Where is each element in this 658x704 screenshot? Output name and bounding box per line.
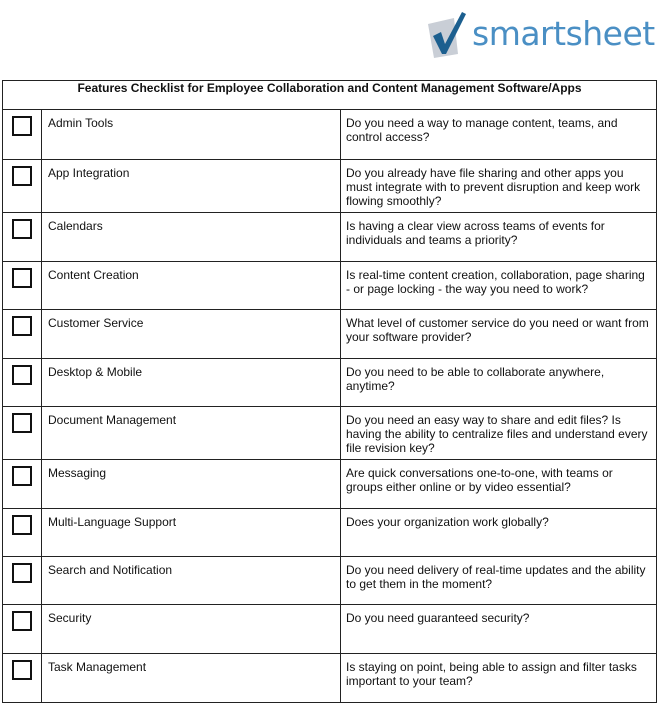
checkbox-cell	[3, 460, 42, 509]
smartsheet-logo	[424, 10, 656, 62]
feature-checkbox[interactable]	[12, 268, 32, 288]
checkbox-cell	[3, 654, 42, 703]
feature-name: Calendars	[42, 213, 341, 262]
feature-question: Is staying on point, being able to assign and filter tasks important to your team?	[341, 654, 657, 703]
table-row	[3, 407, 657, 460]
feature-checkbox[interactable]	[12, 316, 32, 336]
feature-question: Do you need to be able to collaborate anywhere, anytime?	[341, 359, 657, 407]
feature-checkbox[interactable]	[12, 611, 32, 631]
feature-name: App Integration	[42, 160, 341, 213]
table-row	[3, 557, 657, 605]
feature-checkbox[interactable]	[12, 116, 32, 136]
checkbox-cell	[3, 605, 42, 654]
feature-question: Do you need a way to manage content, teams, and control access?	[341, 110, 657, 160]
checkbox-cell	[3, 160, 42, 213]
table-row	[3, 213, 657, 262]
feature-name: Content Creation	[42, 262, 341, 310]
feature-question: Are quick conversations one-to-one, with teams or groups either online or by video essential?	[341, 460, 657, 509]
feature-name: Task Management	[42, 654, 341, 703]
feature-name: Desktop & Mobile	[42, 359, 341, 407]
checkbox-cell	[3, 557, 42, 605]
feature-checkbox[interactable]	[12, 166, 32, 186]
checkbox-cell	[3, 407, 42, 460]
feature-name: Multi-Language Support	[42, 509, 341, 557]
checkbox-cell	[3, 213, 42, 262]
table-row	[3, 509, 657, 557]
table-row	[3, 460, 657, 509]
table-row	[3, 359, 657, 407]
feature-question: Does your organization work globally?	[341, 509, 657, 557]
checkbox-cell	[3, 359, 42, 407]
checkmark-logo-icon	[424, 10, 470, 62]
feature-name: Messaging	[42, 460, 341, 509]
table-row	[3, 160, 657, 213]
checkbox-cell	[3, 509, 42, 557]
feature-question: Do you need guaranteed security?	[341, 605, 657, 654]
table-row	[3, 654, 657, 703]
logo-word-sheet: sheet	[565, 14, 655, 53]
feature-checkbox[interactable]	[12, 413, 32, 433]
feature-name: Customer Service	[42, 310, 341, 359]
checkbox-cell	[3, 110, 42, 160]
logo-word-smart: smart	[472, 14, 566, 53]
feature-checkbox[interactable]	[12, 660, 32, 680]
feature-question: What level of customer service do you need or want from your software provider?	[341, 310, 657, 359]
feature-name: Security	[42, 605, 341, 654]
feature-question: Is real-time content creation, collaboration, page sharing - or page locking - the way you need to work?	[341, 262, 657, 310]
table-row	[3, 310, 657, 359]
feature-name: Search and Notification	[42, 557, 341, 605]
feature-name: Admin Tools	[42, 110, 341, 160]
feature-checkbox[interactable]	[12, 466, 32, 486]
feature-question: Do you already have file sharing and other apps you must integrate with to prevent disruption and keep work flowing smoothly?	[341, 160, 657, 213]
checkbox-cell	[3, 310, 42, 359]
feature-checkbox[interactable]	[12, 515, 32, 535]
table-title: Features Checklist for Employee Collaboration and Content Management Software/Apps	[3, 81, 657, 110]
table-row	[3, 605, 657, 654]
features-checklist-table	[2, 80, 657, 703]
feature-checkbox[interactable]	[12, 219, 32, 239]
table-row	[3, 262, 657, 310]
logo-wordmark	[472, 14, 655, 54]
feature-question: Do you need delivery of real-time updates and the ability to get them in the moment?	[341, 557, 657, 605]
feature-question: Is having a clear view across teams of events for individuals and teams a priority?	[341, 213, 657, 262]
feature-question: Do you need an easy way to share and edit files? Is having the ability to centralize files and understand every file revision key?	[341, 407, 657, 460]
table-row	[3, 110, 657, 160]
feature-name: Document Management	[42, 407, 341, 460]
checkbox-cell	[3, 262, 42, 310]
feature-checkbox[interactable]	[12, 563, 32, 583]
feature-checkbox[interactable]	[12, 365, 32, 385]
